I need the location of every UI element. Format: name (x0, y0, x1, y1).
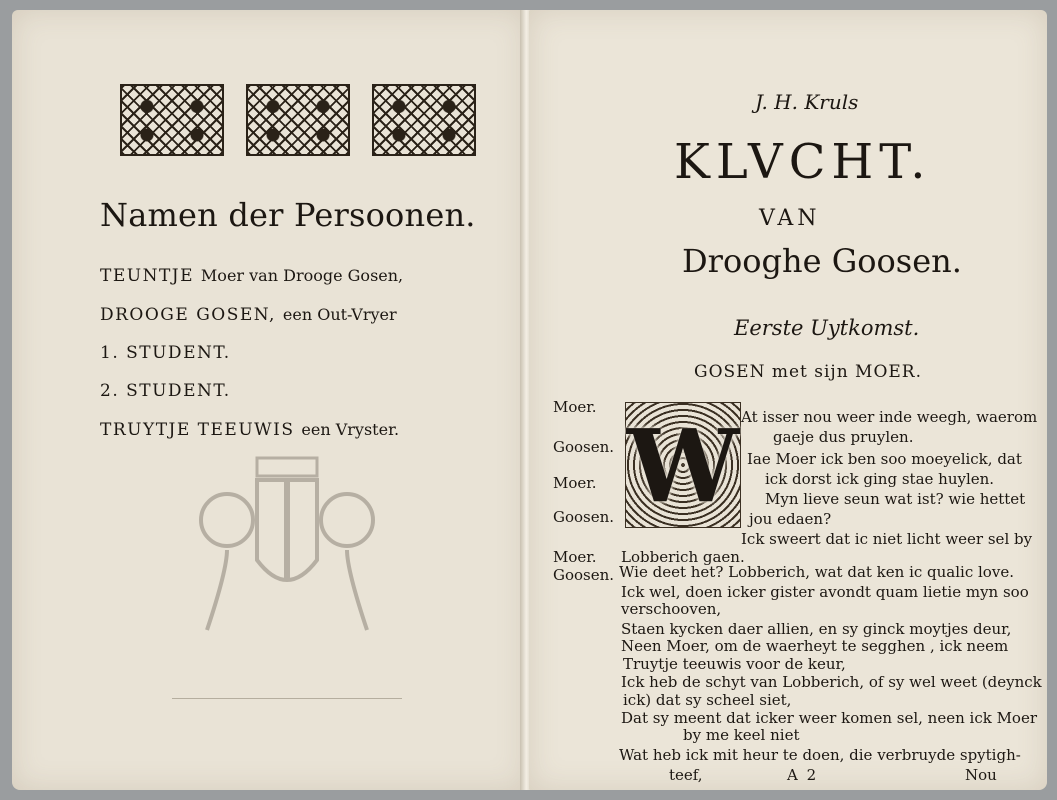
person-name: 2. STUDENT. (100, 381, 231, 401)
dialogue-line: verschooven, (621, 600, 722, 618)
speaker-label: Moer. (553, 548, 597, 566)
person-entry (100, 266, 403, 286)
person-name: TRUYTJE TEEUWIS (100, 420, 295, 440)
speaker-label: Goosen. (553, 438, 615, 456)
dialogue-line: Staen kycken daer allien, en sy ginck moytjes deur, (621, 620, 1012, 638)
speaker-label: Moer. (553, 398, 597, 416)
ornament-block (246, 84, 350, 156)
dialogue-line: Ick heb de schyt van Lobberich, of sy wel weet (deynck (621, 673, 1042, 691)
signature-mark: A 2 (787, 766, 819, 784)
initial-letter: W (626, 407, 740, 525)
ornament-block (372, 84, 476, 156)
dialogue-line: gaeje dus pruylen. (773, 428, 914, 446)
dialogue-line: ick) dat sy scheel siet, (623, 691, 792, 709)
play-name: Drooghe Goosen. (682, 242, 962, 280)
act-heading: Eerste Uytkomst. (734, 316, 920, 340)
dialogue-line: Ick wel, doen icker gister avondt quam lietie myn soo (621, 583, 1029, 601)
van-line: VAN (759, 206, 821, 231)
author-line: J. H. Kruls (755, 90, 859, 114)
ornament-block (120, 84, 224, 156)
decorated-initial (625, 402, 741, 528)
ornament-row (120, 84, 480, 162)
person-name: TEUNTJE (100, 266, 195, 286)
bleed-through-imprint (112, 670, 462, 699)
bleed-through-coat-of-arms (187, 440, 387, 640)
catchword: Nou (965, 766, 997, 784)
dialogue-line: Wie deet het? Lobberich, wat dat ken ic qualic love. (619, 563, 1014, 581)
person-role: een Out-Vryer (282, 305, 397, 324)
dialogue-line: Dat sy meent dat icker weer komen sel, neen ick Moer (621, 709, 1038, 727)
dialogue-line: Neen Moer, om de waerheyt te segghen , ick neem (621, 637, 1009, 655)
dialogue-line: teef, (669, 766, 703, 784)
dialogue-line: Myn lieve seun wat ist? wie hettet (765, 490, 1026, 508)
person-name: 1. STUDENT. (100, 343, 231, 363)
speaker-label: Goosen. (553, 566, 615, 584)
person-entry (100, 305, 397, 325)
dialogue-line: Lobberich gaen. (621, 548, 745, 566)
dialogue-line: Truytje teeuwis voor de keur, (623, 655, 846, 673)
dialogue-line: ick dorst ick ging stae huylen. (765, 470, 995, 488)
dialogue-line: by me keel niet (683, 726, 800, 744)
person-entry (100, 381, 231, 401)
person-name: DROOGE GOSEN, (100, 305, 276, 325)
play-title: KLVCHT. (674, 134, 932, 190)
speaker-label: Moer. (553, 474, 597, 492)
dialogue-line: Wat heb ick mit heur te doen, die verbruyde spytigh- (619, 746, 1021, 764)
person-role: een Vryster. (301, 420, 400, 439)
person-role: Moer van Drooge Gosen, (200, 266, 404, 285)
left-page (12, 10, 526, 790)
persons-title: Namen der Persoonen. (100, 196, 476, 234)
dialogue-line: Ick sweert dat ic niet licht weer sel by (741, 530, 1033, 548)
dialogue-line: jou edaen? (749, 510, 832, 528)
scene-heading: GOSEN met sijn MOER. (694, 362, 923, 382)
dialogue-line: At isser nou weer inde weegh, waerom (741, 408, 1038, 426)
dialogue-line: Iae Moer ick ben soo moeyelick, dat (747, 450, 1022, 468)
person-entry (100, 343, 231, 363)
person-entry (100, 420, 399, 440)
speaker-label: Goosen. (553, 508, 615, 526)
right-page (529, 10, 1047, 790)
